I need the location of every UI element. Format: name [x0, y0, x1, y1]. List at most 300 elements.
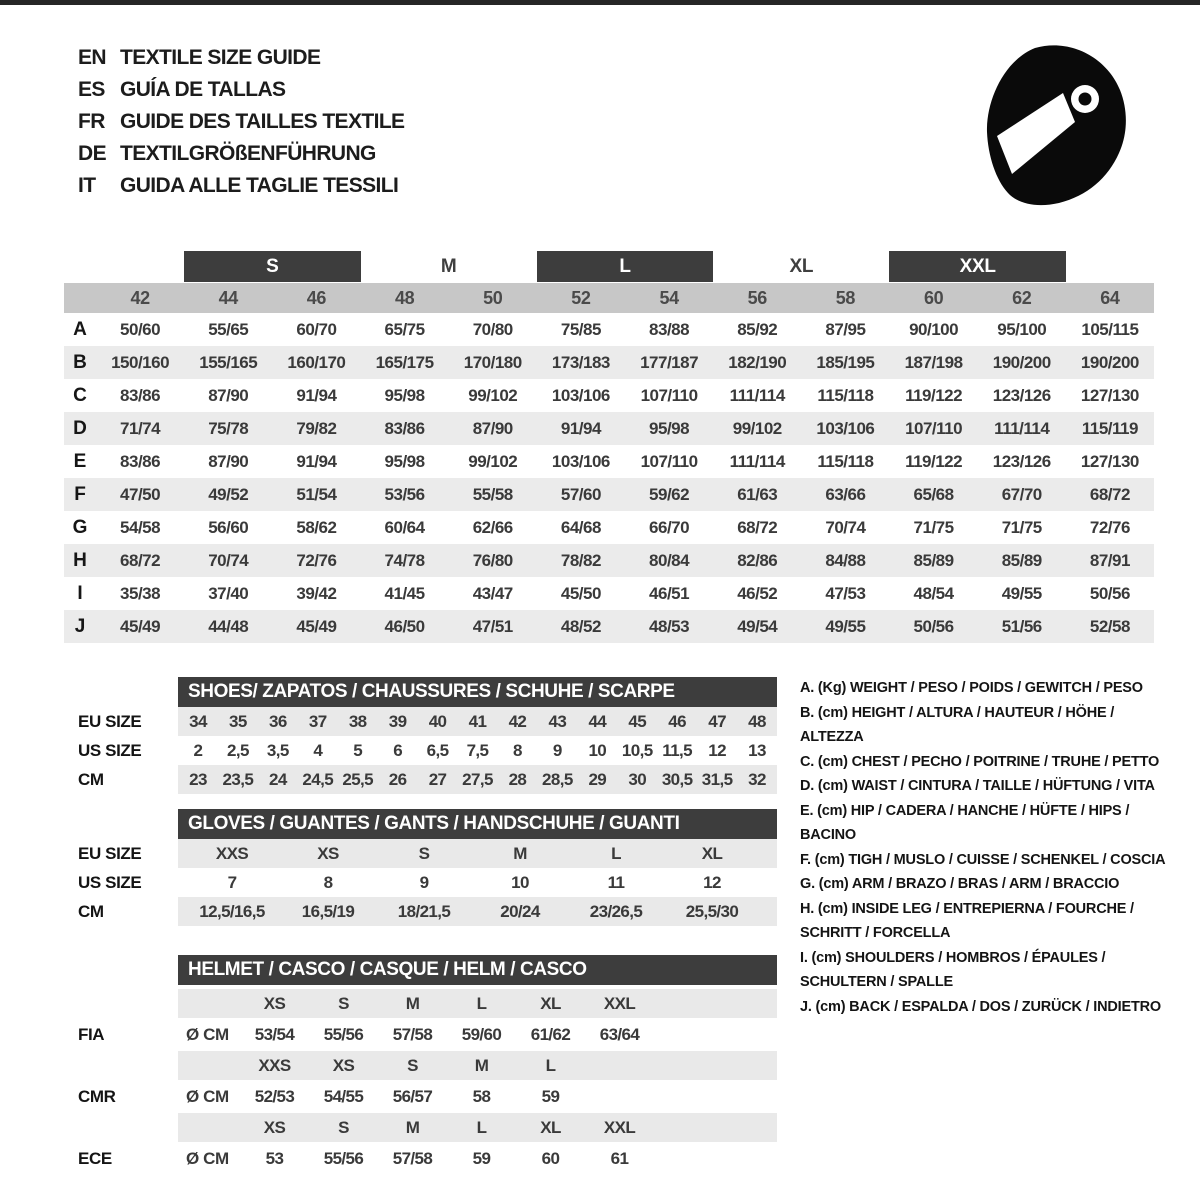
- top-border-bar: [0, 0, 1200, 5]
- measure-value: 123/126: [992, 385, 1051, 405]
- row-label: [78, 1051, 178, 1080]
- shoes-table-header: [178, 677, 777, 707]
- measurement-rows: [64, 313, 1154, 643]
- measure-value: 45/50: [560, 583, 601, 603]
- size-value: 28,5: [542, 769, 573, 789]
- measure-value: 70/74: [208, 550, 249, 570]
- size-value: 44: [588, 711, 607, 731]
- measure-value: 46/50: [384, 616, 425, 636]
- helmet-size-label: L: [476, 993, 487, 1013]
- measure-value: 84/88: [825, 550, 866, 570]
- language-code: FR: [78, 110, 105, 133]
- helmet-size-value: 54/55: [323, 1086, 364, 1106]
- measure-value: 75/78: [208, 418, 249, 438]
- size-value: M: [513, 843, 527, 863]
- size-number-band: [64, 283, 1154, 313]
- helmet-size-label: XS: [263, 1117, 286, 1137]
- size-value: XXS: [215, 843, 249, 863]
- measure-value: 60/64: [384, 517, 425, 537]
- helmet-size-label: XXS: [258, 1055, 291, 1075]
- legend-item-i: I. (cm) SHOULDERS / HOMBROS / ÉPAULES / SCHULTERN / SPALLE: [800, 949, 1106, 990]
- row-values: [178, 1080, 777, 1113]
- row-letter: G: [72, 516, 88, 538]
- helmet-size-label: XXL: [603, 993, 636, 1013]
- size-value: 41: [468, 711, 487, 731]
- measure-value: 103/106: [816, 418, 875, 438]
- helmet-size-label: M: [405, 993, 420, 1013]
- measure-value: 83/88: [649, 319, 690, 339]
- helmet-values-row-cmr: [78, 1080, 777, 1113]
- language-code: DE: [78, 142, 106, 165]
- shoes-table-rows: [78, 707, 777, 794]
- measure-row-G: [64, 511, 1154, 544]
- measure-value: 87/90: [208, 451, 249, 471]
- helmet-size-label: M: [405, 1117, 420, 1137]
- gloves-row-eu-size: [78, 839, 777, 868]
- size-value: 7: [227, 872, 237, 892]
- measure-value: 182/190: [728, 352, 787, 372]
- language-row-es: [78, 74, 404, 106]
- measure-value: 115/118: [817, 385, 874, 405]
- size-value: 23,5: [222, 769, 254, 789]
- legend-item-h: H. (cm) INSIDE LEG / ENTREPIERNA / FOURCHE / SCHRITT / FORCELLA: [800, 900, 1134, 941]
- measure-value: 91/94: [560, 418, 601, 438]
- measure-value: 190/200: [1080, 352, 1139, 372]
- size-value: XL: [701, 843, 723, 863]
- racing-helmet-icon: [975, 36, 1135, 212]
- helmet-size-label: XL: [540, 1117, 561, 1137]
- measure-value: 91/94: [296, 385, 337, 405]
- guide-title: GUIDA ALLE TAGLIE TESSILI: [120, 174, 399, 197]
- legend-item-a: A. (Kg) WEIGHT / PESO / POIDS / GEWITCH / PESO: [800, 680, 1143, 696]
- measurement-legend: [800, 676, 1180, 1019]
- row-values: [178, 1051, 777, 1080]
- gloves-table-title: GLOVES / GUANTES / GANTS / HANDSCHUHE / GUANTI: [188, 813, 680, 834]
- helmet-size-label: XL: [540, 993, 561, 1013]
- measure-value: 187/198: [904, 352, 963, 372]
- measure-row-A: [64, 313, 1154, 346]
- helmet-size-label: XXL: [603, 1117, 636, 1137]
- guide-title: GUÍA DE TALLAS: [120, 78, 286, 101]
- measure-value: 95/98: [649, 418, 690, 438]
- row-values: [178, 1018, 777, 1051]
- legend-item-c: C. (cm) CHEST / PECHO / POITRINE / TRUHE / PETTO: [800, 753, 1160, 770]
- measure-value: 35/38: [120, 583, 161, 603]
- size-value: 10,5: [621, 740, 653, 760]
- size-value: 10: [511, 872, 529, 892]
- size-value: 9: [419, 872, 429, 892]
- row-label: [78, 1113, 178, 1142]
- measure-value: 115/118: [817, 451, 874, 471]
- measure-value: 61/63: [737, 484, 778, 504]
- size-group-l: L: [537, 251, 713, 282]
- helmet-table-rows: [78, 989, 777, 1175]
- shoes-row-us-size: [78, 736, 777, 765]
- measure-value: 68/72: [737, 517, 778, 537]
- measure-value: 47/53: [825, 583, 866, 603]
- helmet-size-value: 61/62: [530, 1024, 571, 1044]
- size-label-56: 56: [747, 287, 767, 308]
- measure-row-H: [64, 544, 1154, 577]
- measure-value: 155/165: [199, 352, 258, 372]
- size-value: 23: [189, 769, 207, 789]
- size-value: XS: [317, 843, 339, 863]
- size-value: 5: [353, 740, 363, 760]
- measure-value: 53/56: [384, 484, 425, 504]
- measure-value: 48/54: [913, 583, 954, 603]
- size-value: 42: [508, 711, 527, 731]
- size-value: 30,5: [661, 769, 693, 789]
- size-group-header: [64, 251, 1154, 282]
- row-label: CM: [78, 769, 104, 789]
- language-code: ES: [78, 78, 105, 101]
- row-values: [178, 1142, 777, 1175]
- measure-value: 83/86: [120, 385, 161, 405]
- size-value: 45: [628, 711, 647, 731]
- language-row-fr: [78, 106, 404, 138]
- measure-row-J: [64, 610, 1154, 643]
- measure-value: 85/89: [913, 550, 954, 570]
- measure-value: 71/74: [120, 418, 161, 438]
- measure-row-E: [64, 445, 1154, 478]
- size-value: 39: [388, 711, 407, 731]
- size-value: 12: [703, 872, 721, 892]
- size-value: 25,5/30: [685, 901, 739, 921]
- measure-value: 59/62: [649, 484, 690, 504]
- helmet-size-value: 55/56: [323, 1148, 364, 1168]
- shoes-table-title: SHOES/ ZAPATOS / CHAUSSURES / SCHUHE / SCARPE: [188, 681, 675, 702]
- measure-value: 123/126: [992, 451, 1051, 471]
- measure-value: 49/55: [825, 616, 866, 636]
- measure-value: 45/49: [296, 616, 337, 636]
- row-letter: A: [73, 318, 87, 340]
- measure-value: 48/53: [649, 616, 690, 636]
- measure-value: 46/51: [649, 583, 690, 603]
- helmet-size-value: 57/58: [392, 1024, 433, 1044]
- helmet-size-value: 53/54: [254, 1024, 295, 1044]
- language-code: IT: [78, 174, 96, 197]
- size-value: 12,5/16,5: [199, 901, 265, 921]
- guide-title: TEXTILE SIZE GUIDE: [120, 46, 321, 69]
- size-value: 20/24: [500, 901, 540, 921]
- measure-value: 150/160: [111, 352, 170, 372]
- size-value: 11: [607, 872, 625, 892]
- measure-value: 55/65: [208, 319, 249, 339]
- size-value: 7,5: [466, 740, 489, 760]
- measure-value: 107/110: [640, 451, 698, 471]
- measure-value: 43/47: [472, 583, 513, 603]
- size-label-44: 44: [218, 287, 238, 308]
- size-group-xl: XL: [789, 255, 814, 277]
- measure-value: 127/130: [1080, 451, 1139, 471]
- size-value: 29: [588, 769, 607, 789]
- measure-value: 49/52: [208, 484, 249, 504]
- shoes-row-eu-size: [78, 707, 777, 736]
- helmet-size-table: [78, 955, 777, 1175]
- measure-value: 78/82: [560, 550, 601, 570]
- diameter-unit-label: Ø CM: [186, 1024, 229, 1044]
- measure-value: 51/54: [296, 484, 337, 504]
- size-value: 37: [308, 711, 327, 731]
- row-label: US SIZE: [78, 872, 142, 892]
- helmet-table-header: [178, 955, 777, 985]
- size-value: 27,5: [462, 769, 493, 789]
- measure-value: 71/75: [1001, 517, 1042, 537]
- measure-value: 119/122: [905, 385, 963, 405]
- measure-value: 49/54: [737, 616, 778, 636]
- measure-value: 103/106: [551, 451, 610, 471]
- size-value: 25,5: [342, 769, 374, 789]
- size-value: 48: [748, 711, 766, 731]
- language-row-en: [78, 42, 404, 74]
- helmet-size-value: 59/60: [461, 1024, 502, 1044]
- diameter-unit-label: Ø CM: [186, 1086, 229, 1106]
- legend-item-e: E. (cm) HIP / CADERA / HANCHE / HÜFTE / HIPS / BACINO: [800, 802, 1130, 843]
- language-title-list: [78, 42, 404, 202]
- measure-value: 190/200: [992, 352, 1051, 372]
- helmet-size-value: 60: [541, 1148, 560, 1168]
- measure-value: 55/58: [472, 484, 513, 504]
- row-letter: F: [74, 483, 86, 505]
- size-value: L: [611, 843, 621, 863]
- gloves-row-us-size: [78, 868, 777, 897]
- measure-value: 127/130: [1080, 385, 1139, 405]
- helmet-size-label: XS: [263, 993, 286, 1013]
- measure-value: 50/56: [913, 616, 954, 636]
- measure-value: 85/92: [737, 319, 778, 339]
- measure-value: 165/175: [375, 352, 434, 372]
- measure-value: 119/122: [905, 451, 963, 471]
- helmet-values-row-ece: [78, 1142, 777, 1175]
- size-value: S: [418, 843, 430, 863]
- measure-value: 87/91: [1089, 550, 1130, 570]
- size-value: 24,5: [302, 769, 334, 789]
- measure-value: 56/60: [208, 517, 249, 537]
- size-value: 12: [708, 740, 726, 760]
- row-letter: H: [73, 549, 87, 571]
- measure-value: 50/60: [120, 319, 161, 339]
- size-value: 24: [268, 769, 287, 789]
- measure-value: 39/42: [296, 583, 337, 603]
- row-values: [178, 707, 777, 736]
- measure-value: 51/56: [1001, 616, 1042, 636]
- measure-value: 64/68: [560, 517, 601, 537]
- measure-value: 47/51: [472, 616, 513, 636]
- row-values: [178, 897, 777, 926]
- size-value: 4: [313, 740, 323, 760]
- measure-value: 99/102: [468, 451, 518, 471]
- measure-value: 95/98: [384, 451, 425, 471]
- size-label-64: 64: [1100, 287, 1120, 308]
- measure-value: 72/76: [296, 550, 337, 570]
- measure-value: 99/102: [468, 385, 518, 405]
- helmet-sizes-row-fia: [78, 989, 777, 1018]
- helmet-size-value: 58: [472, 1086, 491, 1106]
- size-value: 3,5: [266, 740, 289, 760]
- helmet-sizes-row-cmr: [78, 1051, 777, 1080]
- measure-row-B: [64, 346, 1154, 379]
- measure-value: 65/68: [913, 484, 954, 504]
- helmet-size-label: M: [474, 1055, 489, 1075]
- guide-title: GUIDE DES TAILLES TEXTILE: [120, 110, 405, 133]
- language-row-de: [78, 138, 404, 170]
- size-label-60: 60: [923, 287, 944, 308]
- measure-value: 99/102: [732, 418, 782, 438]
- measure-value: 90/100: [909, 319, 959, 339]
- helmet-size-label: S: [407, 1055, 418, 1075]
- row-values: [178, 1113, 777, 1142]
- measure-value: 72/76: [1089, 517, 1130, 537]
- size-value: 6: [393, 740, 403, 760]
- measure-row-I: [64, 577, 1154, 610]
- guide-title: TEXTILGRÖßENFÜHRUNG: [120, 142, 376, 165]
- measure-value: 70/80: [472, 319, 513, 339]
- gloves-table-header: [178, 809, 777, 839]
- standard-name: ECE: [78, 1148, 112, 1168]
- measure-value: 62/66: [472, 517, 513, 537]
- row-values: [178, 839, 777, 868]
- size-value: 2,5: [226, 740, 249, 760]
- measure-value: 95/98: [384, 385, 425, 405]
- measure-value: 82/86: [737, 550, 778, 570]
- row-values: [178, 736, 777, 765]
- diameter-unit-label: Ø CM: [186, 1148, 229, 1168]
- helmet-size-value: 56/57: [392, 1086, 433, 1106]
- helmet-size-value: 57/58: [392, 1148, 433, 1168]
- row-label: CM: [78, 901, 104, 921]
- measure-value: 115/119: [1081, 418, 1138, 438]
- language-row-it: [78, 170, 404, 202]
- measure-row-D: [64, 412, 1154, 445]
- standard-name: FIA: [78, 1024, 105, 1044]
- size-value: 8: [323, 872, 333, 892]
- helmet-size-value: 52/53: [254, 1086, 295, 1106]
- measure-value: 57/60: [560, 484, 601, 504]
- row-letter: C: [73, 384, 87, 406]
- row-letter: B: [73, 351, 87, 373]
- measure-value: 67/70: [1001, 484, 1042, 504]
- size-value: 27: [428, 769, 447, 789]
- size-value: 11,5: [662, 740, 693, 760]
- size-value: 23/26,5: [589, 901, 643, 921]
- size-value: 34: [189, 711, 207, 731]
- helmet-size-label: S: [338, 993, 349, 1013]
- row-letter: E: [73, 450, 87, 472]
- measure-value: 87/90: [472, 418, 513, 438]
- measure-value: 111/114: [729, 451, 785, 471]
- measure-value: 71/75: [913, 517, 954, 537]
- size-value: 26: [388, 769, 407, 789]
- measure-value: 185/195: [816, 352, 875, 372]
- size-value: 32: [748, 769, 766, 789]
- measure-value: 173/183: [551, 352, 610, 372]
- measure-value: 111/114: [994, 418, 1050, 438]
- measure-value: 50/56: [1089, 583, 1130, 603]
- size-label-42: 42: [130, 287, 150, 308]
- standard-name: CMR: [78, 1086, 116, 1106]
- measure-value: 79/82: [296, 418, 337, 438]
- size-label-50: 50: [483, 287, 503, 308]
- measure-value: 91/94: [296, 451, 337, 471]
- helmet-size-value: 59: [541, 1086, 560, 1106]
- measure-value: 170/180: [463, 352, 522, 372]
- measure-value: 75/85: [560, 319, 601, 339]
- size-value: 9: [552, 740, 562, 760]
- size-value: 36: [268, 711, 287, 731]
- size-group-m: M: [440, 255, 457, 277]
- row-letter: D: [73, 417, 87, 439]
- measure-value: 46/52: [737, 583, 778, 603]
- measure-value: 45/49: [120, 616, 161, 636]
- measure-value: 74/78: [384, 550, 425, 570]
- measure-value: 107/110: [905, 418, 963, 438]
- measure-value: 52/58: [1089, 616, 1130, 636]
- helmet-size-value: 59: [472, 1148, 491, 1168]
- measure-value: 76/80: [472, 550, 513, 570]
- size-value: 10: [588, 740, 607, 760]
- helmet-size-label: XS: [332, 1055, 355, 1075]
- row-label: [78, 989, 178, 1018]
- size-group-xxl: XXL: [889, 251, 1065, 282]
- size-value: 46: [668, 711, 687, 731]
- measure-value: 83/86: [120, 451, 161, 471]
- row-values: [178, 989, 777, 1018]
- legend-item-b: B. (cm) HEIGHT / ALTURA / HAUTEUR / HÖHE / ALTEZZA: [800, 704, 1115, 745]
- measure-value: 87/90: [208, 385, 249, 405]
- measure-value: 58/62: [296, 517, 337, 537]
- measure-value: 44/48: [208, 616, 249, 636]
- row-values: [178, 868, 777, 897]
- size-label-62: 62: [1012, 287, 1032, 308]
- size-value: 30: [628, 769, 647, 789]
- size-value: 31,5: [701, 769, 733, 789]
- row-label: EU SIZE: [78, 843, 142, 863]
- measure-value: 37/40: [208, 583, 249, 603]
- size-value: 28: [508, 769, 527, 789]
- measure-value: 48/52: [560, 616, 601, 636]
- helmet-size-value: 63/64: [599, 1024, 640, 1044]
- measure-value: 105/115: [1081, 319, 1139, 339]
- size-value: 43: [548, 711, 567, 731]
- size-value: 13: [748, 740, 766, 760]
- size-value: 2: [193, 740, 203, 760]
- apparel-size-table: [64, 251, 1154, 643]
- language-code: EN: [78, 46, 106, 69]
- measure-value: 177/187: [640, 352, 699, 372]
- size-value: 18/21,5: [397, 901, 451, 921]
- size-group-s: S: [184, 251, 360, 282]
- measure-value: 65/75: [384, 319, 425, 339]
- size-label-54: 54: [659, 287, 679, 308]
- size-value: 35: [229, 711, 247, 731]
- measure-value: 87/95: [825, 319, 866, 339]
- helmet-size-value: 53: [265, 1148, 284, 1168]
- measure-value: 68/72: [1089, 484, 1130, 504]
- row-label: US SIZE: [78, 740, 142, 760]
- size-label-58: 58: [835, 287, 856, 308]
- measure-value: 63/66: [825, 484, 866, 504]
- row-letter: J: [74, 615, 86, 637]
- measure-value: 85/89: [1001, 550, 1042, 570]
- measure-value: 83/86: [384, 418, 425, 438]
- size-value: 6,5: [426, 740, 449, 760]
- helmet-size-label: L: [545, 1055, 556, 1075]
- measure-value: 49/55: [1001, 583, 1042, 603]
- legend-item-d: D. (cm) WAIST / CINTURA / TAILLE / HÜFTUNG / VITA: [800, 778, 1155, 794]
- row-values: [178, 765, 777, 794]
- helmet-size-value: 61: [610, 1148, 629, 1168]
- helmet-sizes-row-ece: [78, 1113, 777, 1142]
